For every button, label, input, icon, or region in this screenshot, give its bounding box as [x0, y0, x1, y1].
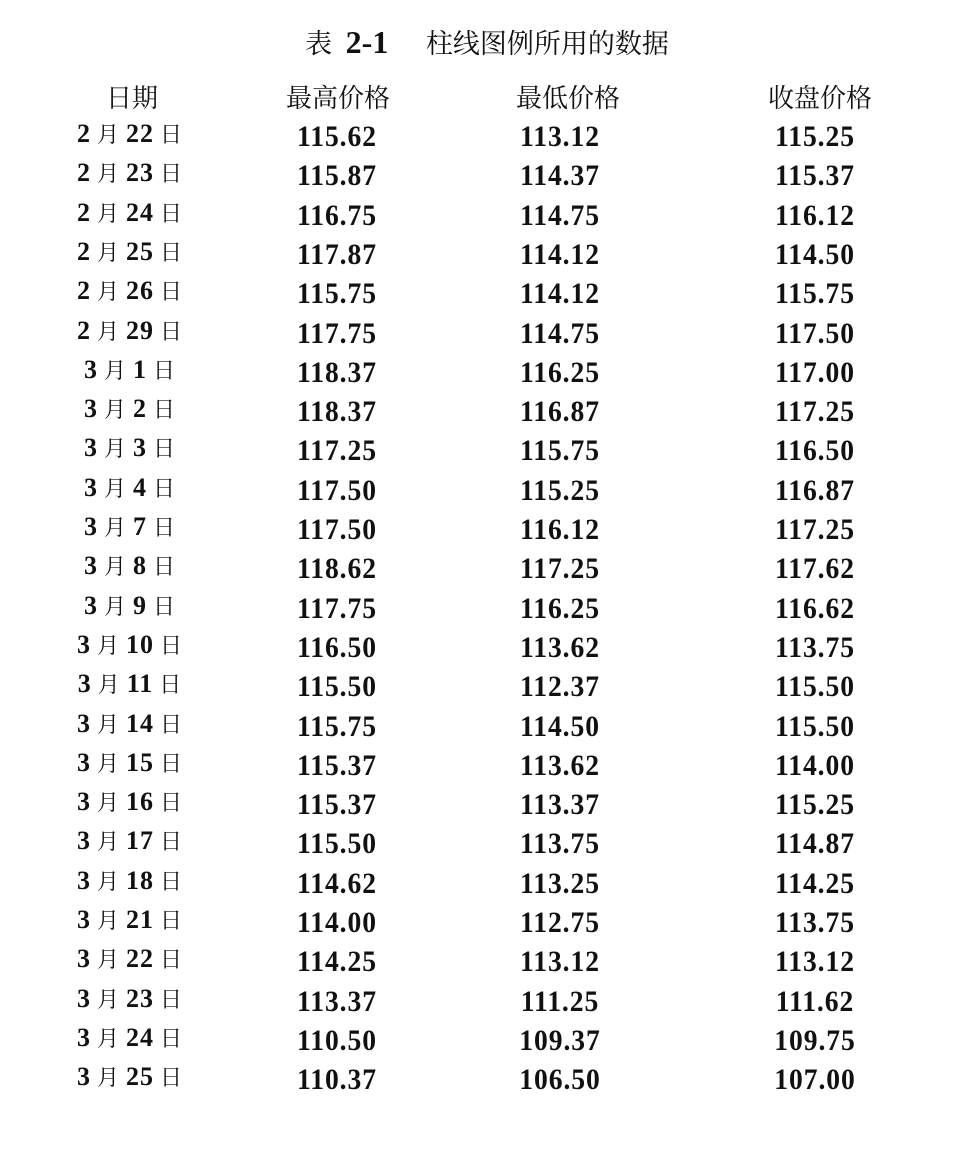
high-price-cell: 117.25 [297, 434, 377, 468]
date-day: 14 [126, 708, 154, 738]
date-ds: 日 [153, 358, 177, 384]
high-price-cell: 116.75 [297, 198, 377, 232]
close-price-cell: 113.75 [775, 630, 855, 664]
date-cell [78, 668, 183, 699]
low-price-cell: 114.37 [520, 159, 600, 193]
close-price-cell: 113.75 [775, 906, 855, 939]
date-day: 3 [133, 433, 147, 463]
low-price-cell: 114.12 [520, 277, 600, 311]
header-close: 收盘价格 [767, 84, 873, 114]
table-number: 2-1 [345, 24, 389, 60]
high-price-cell: 110.37 [297, 1063, 377, 1097]
date-month: 2 [76, 276, 91, 306]
date-day: 10 [126, 629, 154, 659]
date-day: 23 [126, 158, 154, 188]
close-price-cell: 111.62 [775, 984, 855, 1018]
low-price-cell: 117.25 [520, 552, 600, 586]
date-cell [84, 511, 176, 542]
date-day: 8 [133, 551, 147, 581]
date-month: 3 [76, 865, 91, 895]
date-cell [77, 825, 183, 856]
date-ds: 日 [160, 162, 184, 188]
date-cell [84, 354, 176, 385]
low-price-cell: 116.25 [520, 591, 600, 625]
date-cell [77, 629, 183, 660]
header-date: 日期 [105, 84, 159, 114]
date-day: 22 [126, 944, 154, 974]
date-cell [77, 275, 183, 306]
close-price-cell: 116.50 [775, 434, 855, 468]
low-price-cell: 113.12 [520, 120, 600, 153]
close-price-cell: 115.25 [775, 788, 855, 822]
low-price-cell: 114.50 [520, 709, 600, 743]
close-price-cell: 115.75 [775, 277, 855, 311]
high-price-cell: 115.50 [297, 827, 377, 861]
high-price-cell: 117.87 [297, 237, 377, 271]
date-ms: 月 [96, 1066, 120, 1092]
date-cell [77, 904, 183, 935]
date-cell [77, 197, 183, 228]
date-ms: 月 [96, 319, 120, 345]
close-price-cell: 117.25 [775, 513, 855, 546]
close-price-cell: 114.00 [775, 748, 855, 782]
low-price-cell: 114.75 [520, 316, 600, 350]
date-day: 11 [126, 669, 154, 699]
date-day: 24 [126, 197, 154, 227]
date-ds: 日 [160, 240, 184, 266]
date-day: 25 [126, 236, 154, 266]
date-month: 3 [83, 394, 98, 424]
date-ds: 日 [160, 633, 184, 659]
date-cell [84, 393, 176, 424]
date-cell [77, 943, 183, 974]
close-price-cell: 116.12 [775, 198, 855, 232]
low-price-cell: 116.25 [520, 355, 600, 389]
date-ms: 月 [103, 516, 127, 541]
date-ds: 日 [160, 751, 184, 777]
date-ms: 月 [96, 240, 120, 266]
date-ms: 月 [96, 948, 120, 974]
low-price-cell: 114.12 [520, 237, 600, 271]
close-price-cell: 113.12 [775, 945, 855, 979]
date-ms: 月 [96, 791, 120, 817]
date-cell [77, 118, 183, 149]
table-caption: 柱线图例所用的数据 [425, 29, 669, 60]
low-price-cell: 111.25 [520, 984, 600, 1018]
close-price-cell: 116.62 [775, 591, 855, 625]
date-day: 21 [126, 905, 154, 934]
date-ds: 日 [160, 1066, 184, 1092]
header-high: 最高价格 [285, 84, 391, 114]
high-price-cell: 117.50 [297, 473, 377, 507]
low-price-cell: 113.37 [520, 788, 600, 822]
date-ms: 月 [103, 555, 127, 581]
date-day: 22 [126, 119, 154, 148]
date-ds: 日 [153, 398, 177, 424]
date-day: 29 [126, 315, 154, 345]
low-price-cell: 116.87 [520, 395, 600, 429]
date-month: 3 [76, 826, 91, 856]
date-ms: 月 [96, 751, 120, 777]
date-ms: 月 [103, 476, 127, 502]
low-price-cell: 112.75 [520, 906, 600, 939]
close-price-cell: 115.37 [775, 159, 855, 193]
date-ds: 日 [153, 437, 177, 463]
date-day: 25 [126, 1062, 154, 1092]
high-price-cell: 115.37 [297, 788, 377, 822]
low-price-cell: 115.25 [520, 473, 600, 507]
date-cell [84, 590, 176, 621]
date-month: 2 [76, 119, 91, 148]
date-cell [77, 236, 183, 267]
date-month: 3 [83, 512, 98, 541]
date-month: 3 [76, 787, 91, 817]
date-day: 1 [133, 354, 147, 384]
date-cell [77, 865, 183, 896]
date-ms: 月 [96, 123, 120, 148]
date-cell [77, 747, 183, 778]
high-price-cell: 117.75 [297, 591, 377, 625]
date-month: 3 [83, 433, 98, 463]
date-month: 3 [83, 551, 98, 581]
date-day: 2 [133, 394, 147, 424]
high-price-cell: 115.75 [297, 709, 377, 743]
date-ds: 日 [160, 791, 184, 817]
close-price-cell: 117.50 [775, 316, 855, 350]
date-month: 3 [76, 708, 91, 738]
date-day: 17 [126, 826, 154, 856]
high-price-cell: 115.87 [297, 159, 377, 193]
date-month: 2 [76, 236, 91, 266]
date-month: 3 [76, 944, 91, 974]
date-ms: 月 [96, 712, 120, 738]
date-ms: 月 [96, 869, 120, 895]
date-month: 3 [83, 590, 98, 620]
date-month: 3 [76, 747, 91, 777]
date-month: 2 [76, 197, 91, 227]
date-ds: 日 [159, 673, 183, 699]
low-price-cell: 114.75 [520, 198, 600, 232]
date-month: 3 [83, 354, 98, 384]
close-price-cell: 117.00 [775, 355, 855, 389]
date-month: 2 [76, 315, 91, 345]
high-price-cell: 117.50 [297, 513, 377, 546]
low-price-cell: 113.62 [520, 748, 600, 782]
date-month: 3 [76, 905, 91, 934]
close-price-cell: 115.25 [775, 120, 855, 153]
date-cell [84, 550, 176, 581]
high-price-cell: 115.37 [297, 748, 377, 782]
date-cell [77, 1061, 183, 1092]
date-cell [77, 157, 183, 188]
high-price-cell: 114.62 [297, 866, 377, 900]
date-cell [77, 315, 183, 346]
high-price-cell: 118.62 [297, 552, 377, 586]
date-ds: 日 [160, 909, 184, 934]
date-cell [77, 786, 183, 817]
date-ds: 日 [160, 830, 184, 856]
date-ms: 月 [103, 358, 127, 384]
date-day: 23 [126, 983, 154, 1013]
high-price-cell: 115.50 [297, 670, 377, 704]
date-ms: 月 [96, 280, 120, 306]
date-day: 7 [133, 512, 147, 541]
high-price-cell: 115.75 [297, 277, 377, 311]
date-cell [77, 1022, 183, 1053]
low-price-cell: 113.75 [520, 827, 600, 861]
low-price-cell: 116.12 [520, 513, 600, 546]
high-price-cell: 116.50 [297, 630, 377, 664]
high-price-cell: 117.75 [297, 316, 377, 350]
table-label: 表 [305, 29, 333, 60]
date-day: 9 [133, 590, 147, 620]
date-ds: 日 [160, 712, 184, 738]
date-day: 16 [126, 787, 154, 817]
date-ds: 日 [160, 280, 184, 306]
close-price-cell: 115.50 [775, 670, 855, 704]
date-month: 3 [76, 1022, 91, 1052]
high-price-cell: 114.00 [297, 906, 377, 939]
low-price-cell: 113.12 [520, 945, 600, 979]
low-price-cell: 113.62 [520, 630, 600, 664]
date-ds: 日 [160, 1026, 184, 1052]
close-price-cell: 114.50 [775, 237, 855, 271]
high-price-cell: 114.25 [297, 945, 377, 979]
date-day: 18 [126, 865, 154, 895]
close-price-cell: 114.25 [775, 866, 855, 900]
date-month: 3 [83, 472, 98, 502]
close-price-cell: 109.75 [774, 1023, 856, 1057]
date-ds: 日 [160, 123, 184, 148]
date-ms: 月 [103, 594, 127, 620]
low-price-cell: 113.25 [520, 866, 600, 900]
high-price-cell: 115.62 [297, 120, 377, 153]
date-ms: 月 [96, 162, 120, 188]
date-ms: 月 [103, 437, 127, 463]
high-price-cell: 110.50 [297, 1023, 377, 1057]
date-month: 2 [76, 158, 91, 188]
low-price-cell: 115.75 [520, 434, 600, 468]
date-ms: 月 [96, 201, 120, 227]
low-price-cell: 112.37 [520, 670, 600, 704]
date-ds: 日 [160, 201, 184, 227]
close-price-cell: 107.00 [774, 1063, 856, 1097]
close-price-cell: 114.87 [775, 827, 855, 861]
date-ds: 日 [160, 319, 184, 345]
date-day: 4 [133, 472, 147, 502]
date-day: 15 [126, 747, 154, 777]
date-month: 3 [77, 669, 92, 699]
date-month: 3 [76, 629, 91, 659]
date-day: 26 [126, 276, 154, 306]
date-ds: 日 [153, 476, 177, 502]
date-ms: 月 [103, 398, 127, 424]
close-price-cell: 117.62 [775, 552, 855, 586]
date-ds: 日 [153, 594, 177, 620]
date-ms: 月 [96, 987, 120, 1013]
close-price-cell: 115.50 [775, 709, 855, 743]
date-cell [77, 983, 183, 1014]
date-cell [84, 432, 176, 463]
date-ms: 月 [96, 1026, 120, 1052]
high-price-cell: 118.37 [297, 395, 377, 429]
date-ms: 月 [96, 633, 120, 659]
close-price-cell: 117.25 [775, 395, 855, 429]
date-ds: 日 [160, 987, 184, 1013]
date-cell [84, 472, 176, 503]
date-ds: 日 [160, 869, 184, 895]
date-ds: 日 [153, 516, 177, 541]
close-price-cell: 116.87 [775, 473, 855, 507]
low-price-cell: 109.37 [519, 1023, 601, 1057]
date-month: 3 [76, 983, 91, 1013]
date-ds: 日 [160, 948, 184, 974]
date-ms: 月 [96, 909, 120, 934]
date-cell [77, 708, 183, 739]
date-ds: 日 [153, 555, 177, 581]
high-price-cell: 113.37 [297, 984, 377, 1018]
date-month: 3 [76, 1062, 91, 1092]
date-ms: 月 [97, 673, 121, 699]
table-title [0, 22, 974, 61]
high-price-cell: 118.37 [297, 355, 377, 389]
header-low: 最低价格 [515, 84, 621, 114]
low-price-cell: 106.50 [519, 1063, 601, 1097]
date-ms: 月 [96, 830, 120, 856]
date-day: 24 [126, 1022, 154, 1052]
